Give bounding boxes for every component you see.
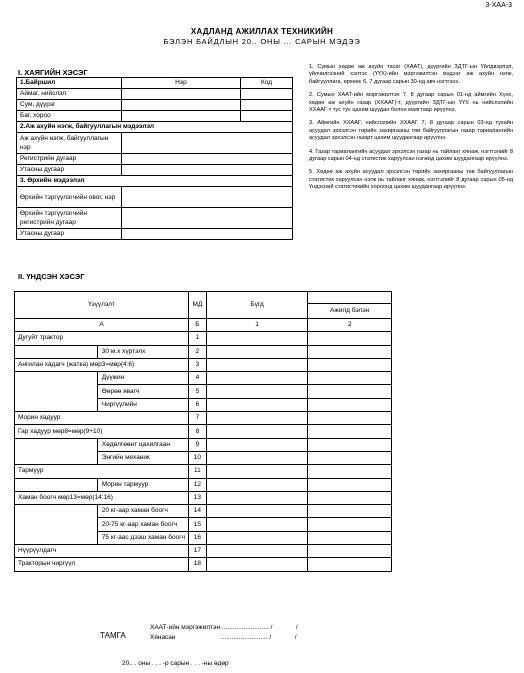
location-aimag: Аймаг, нийслэл	[17, 89, 122, 100]
section1-heading: I. ХАЯГИЙН ХЭСЭГ	[18, 68, 88, 77]
owner-register-label: Өрхийн тэргүүлэгчийн регистрийн дугаар	[17, 208, 122, 229]
owner-header: 3. Өрхийн мэдээлэл	[17, 176, 293, 187]
row-label: Чиргүүлийн	[97, 398, 188, 411]
row-md: 18	[188, 558, 206, 571]
code-2: 2	[308, 319, 392, 332]
code-a: А	[15, 319, 189, 332]
table-row	[15, 451, 392, 464]
row-md: 3	[188, 358, 206, 371]
table-row	[15, 531, 392, 544]
row-ready-field[interactable]	[308, 398, 392, 411]
row-total-field[interactable]	[206, 425, 307, 438]
row-label: 30 м.х хүртэлх	[97, 345, 188, 358]
bag-code-field[interactable]	[241, 111, 293, 122]
indent-cell	[15, 518, 98, 531]
row-label: Дугуйт трактор	[15, 332, 189, 345]
code-1: 1	[206, 319, 307, 332]
signature-reviewer: Хянасан .......................... / /	[150, 634, 297, 641]
row-total-field[interactable]	[206, 332, 307, 345]
code-b: Б	[188, 319, 206, 332]
row-total-field[interactable]	[206, 531, 307, 544]
row-label: 75 кг-аас дээш хаман боогч	[97, 531, 188, 544]
row-total-field[interactable]	[206, 412, 307, 425]
row-label: Морин хадуур	[15, 412, 189, 425]
row-md: 13	[188, 491, 206, 504]
table-row	[15, 385, 392, 398]
location-bag: Баг, хороо	[17, 111, 122, 122]
date-line: 20.. . оны . . . -р сарын . . . -ны өдөр	[122, 660, 229, 667]
indent-cell	[15, 451, 98, 464]
row-label: Дүүжин	[97, 372, 188, 385]
table-row	[15, 438, 392, 451]
row-total-field[interactable]	[206, 451, 307, 464]
row-ready-field[interactable]	[308, 425, 392, 438]
table-row	[15, 372, 392, 385]
row-label: 20 кг-аар хаман боогч	[97, 505, 188, 518]
row-ready-field[interactable]	[308, 531, 392, 544]
table-row	[15, 491, 392, 504]
row-ready-field[interactable]	[308, 505, 392, 518]
table-row	[15, 505, 392, 518]
row-md: 17	[188, 545, 206, 558]
row-label: Тракторын чиргүүл	[15, 558, 189, 571]
row-ready-field[interactable]	[308, 345, 392, 358]
location-header: 1.Байршил	[17, 78, 122, 89]
col-ready-spacer	[308, 292, 392, 304]
instruction-3: 3. Аймгийн ХХААГ, нийслэлийн ХХААГ 7, 8 дугаар сарын 03-нд тухайн асуудал эрхэлсэн төрийн захиргааны төв байгууллагын газар тариалангийн асуудал эрхэлсэн газарт цахим шуудангаар ирүүлнэ.	[309, 120, 513, 142]
main-table	[14, 291, 392, 572]
table-row	[15, 518, 392, 531]
row-label: Энгийн механик	[97, 451, 188, 464]
table-row	[15, 358, 392, 371]
table-row	[15, 345, 392, 358]
section2-heading: II. ҮНДСЭН ХЭСЭГ	[18, 272, 85, 281]
row-ready-field[interactable]	[308, 478, 392, 491]
row-ready-field[interactable]	[308, 491, 392, 504]
table-row	[15, 465, 392, 478]
row-ready-field[interactable]	[308, 438, 392, 451]
form-code: 3-ХАА-3	[485, 2, 512, 9]
row-total-field[interactable]	[206, 438, 307, 451]
sum-code-field[interactable]	[241, 100, 293, 111]
row-ready-field[interactable]	[308, 332, 392, 345]
instruction-1: 1. Сумын хөдөө аж ахуйн тасаг (ХААТ), дүүргийн ЗДТГ-ын Үйлдвэрлэл, үйлчилгээний хэлтэс (ҮҮХ)-ийн мэргэжилтэн мэдээг аж ахуйн нэгж, байгууллага, өрхөөс 6, 7 дугаар сарын 30-нд авч нэгтгэнэ.	[309, 64, 513, 85]
row-total-field[interactable]	[206, 385, 307, 398]
row-md: 7	[188, 412, 206, 425]
org-name-field[interactable]	[121, 133, 292, 154]
row-ready-field[interactable]	[308, 465, 392, 478]
aimag-name-field[interactable]	[121, 89, 240, 100]
row-md: 4	[188, 372, 206, 385]
row-total-field[interactable]	[206, 345, 307, 358]
row-ready-field[interactable]	[308, 558, 392, 571]
name-header: Нэр	[121, 78, 240, 89]
row-ready-field[interactable]	[308, 358, 392, 371]
row-label: Тармуур	[15, 465, 189, 478]
indent-cell	[15, 478, 98, 491]
col-total-header: Бүгд	[206, 292, 307, 319]
row-total-field[interactable]	[206, 491, 307, 504]
row-md: 16	[188, 531, 206, 544]
row-md: 12	[188, 478, 206, 491]
row-ready-field[interactable]	[308, 385, 392, 398]
col-md-header: МД	[188, 292, 206, 319]
code-header: Код	[241, 78, 293, 89]
row-total-field[interactable]	[206, 398, 307, 411]
row-md: 11	[188, 465, 206, 478]
form-subtitle: БЭЛЭН БАЙДЛЫН 20.. ОНЫ ... САРЫН МЭДЭЭ	[163, 37, 361, 46]
instructions	[309, 64, 513, 198]
row-label: Хаман боогч мөр13=мөр(14:16)	[15, 491, 189, 504]
row-label: Гар хадуур мөр8=мөр(9+10)	[15, 425, 189, 438]
row-label: Ангилан хадагч (жатка) мөр3=мөр(4:6)	[15, 358, 189, 371]
col-ready-header: Ажилд бэлэн	[308, 304, 392, 319]
row-md: 2	[188, 345, 206, 358]
row-label: Өөрөө явагч	[97, 385, 188, 398]
address-table	[16, 77, 293, 240]
row-total-field[interactable]	[206, 518, 307, 531]
row-total-field[interactable]	[206, 465, 307, 478]
table-row	[15, 398, 392, 411]
row-ready-field[interactable]	[308, 412, 392, 425]
row-ready-field[interactable]	[308, 518, 392, 531]
table-row	[15, 545, 392, 558]
indent-cell	[15, 385, 98, 398]
row-label: Морин тармуур	[97, 478, 188, 491]
row-md: 9	[188, 438, 206, 451]
org-header: 2.Аж ахуйн нэгж, байгууллагын мэдээлэл	[17, 122, 293, 133]
row-md: 6	[188, 398, 206, 411]
row-md: 15	[188, 518, 206, 531]
org-phone-label: Утасны дугаар	[17, 165, 122, 176]
org-name-label: Аж ахуйн нэгж, байгууллагын нэр	[17, 133, 122, 154]
col-indicator-header: Үзүүлэлт	[15, 292, 189, 319]
row-md: 8	[188, 425, 206, 438]
sum-name-field[interactable]	[121, 100, 240, 111]
row-label: 20-75 кг-аар хаман боогч	[97, 518, 188, 531]
row-label: Хөдөлгөөнт цахилгаан	[97, 438, 188, 451]
row-md: 14	[188, 505, 206, 518]
bag-name-field[interactable]	[121, 111, 240, 122]
row-md: 1	[188, 332, 206, 345]
row-ready-field[interactable]	[308, 372, 392, 385]
owner-name-field[interactable]	[121, 187, 292, 208]
row-total-field[interactable]	[206, 545, 307, 558]
row-md: 5	[188, 385, 206, 398]
owner-phone-field[interactable]	[121, 229, 292, 240]
owner-name-label: Өрхийн тэргүүлэгчийн овог, нэр	[17, 187, 122, 208]
row-total-field[interactable]	[206, 358, 307, 371]
org-register-label: Регистрийн дугаар	[17, 154, 122, 165]
row-label: Нүүрүүлдагч	[15, 545, 189, 558]
indent-cell	[15, 531, 98, 544]
row-ready-field[interactable]	[308, 451, 392, 464]
org-register-field[interactable]	[121, 154, 292, 165]
table-row	[15, 558, 392, 571]
row-total-field[interactable]	[206, 505, 307, 518]
row-ready-field[interactable]	[308, 545, 392, 558]
indent-cell	[15, 345, 98, 358]
instruction-4: 4. Газар тариалангийн асуудал эрхэлсэн газар нь тайланг хянаж, нэгтгэлийг 8 дугаар сарын 04-нд статистик харуулсан нэгжид цахим шуудангаар ирүүлнэ.	[309, 148, 513, 163]
signature-specialist: ХААТ-ийн мэргэжилтэн .......................... / /	[150, 624, 298, 631]
instruction-5: 5. Хөдөө аж ахуйн асуудал эрхэлсэн төрийн захиргааны төв байгууллагын статистик харуулсан нэгж нь тайланг хянаж, нэгтгэлийг 8 дугаар сарын 05-нд Үндэсний статистикийн хороонд цахим шуудангаар ирүүлнэ.	[309, 169, 513, 191]
owner-phone-label: Утасны дугаар	[17, 229, 122, 240]
table-row	[15, 332, 392, 345]
org-phone-field[interactable]	[121, 165, 292, 176]
indent-cell	[15, 398, 98, 411]
owner-register-field[interactable]	[121, 208, 292, 229]
aimag-code-field[interactable]	[241, 89, 293, 100]
table-row	[15, 412, 392, 425]
indent-cell	[15, 372, 98, 385]
instruction-2: 2. Сумын ХААТ-ийн мэргэжилтэн 7, 8 дугаар сарын 01-нд аймгийн Хүнс, хөдөө аж ахуйн газар (ХХААГ)-т, дүүргийн ЗДТГ-ын ҮҮХ нь нийслэлийн ХХААГ-т тус тус цахим шуудан болон маягтаар ирүүлнэ.	[309, 92, 513, 114]
row-total-field[interactable]	[206, 478, 307, 491]
table-row	[15, 478, 392, 491]
row-total-field[interactable]	[206, 558, 307, 571]
form-title: ХАДЛАНД АЖИЛЛАХ ТЕХНИКИЙН	[190, 27, 334, 36]
stamp-label: ТАМГА	[100, 631, 126, 640]
table-row	[15, 425, 392, 438]
indent-cell	[15, 505, 98, 518]
row-md: 10	[188, 451, 206, 464]
location-sum: Сум, дүүрэг	[17, 100, 122, 111]
indent-cell	[15, 438, 98, 451]
row-total-field[interactable]	[206, 372, 307, 385]
